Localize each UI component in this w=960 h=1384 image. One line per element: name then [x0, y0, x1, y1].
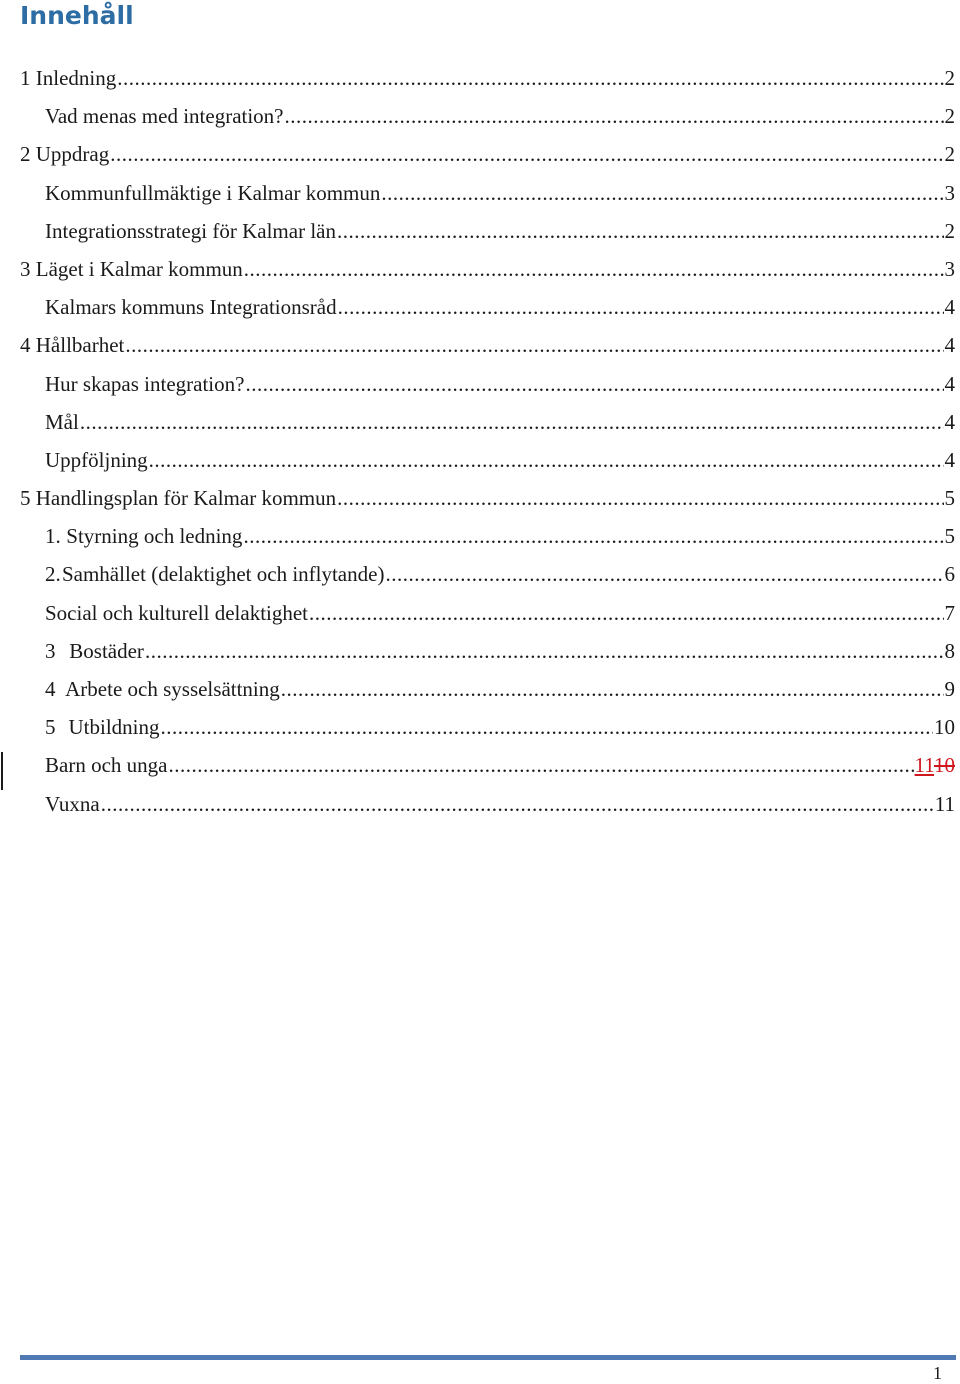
toc-entry-title: Barn och unga [45, 753, 168, 778]
toc-entry-page [915, 746, 955, 784]
toc-dot-leader [110, 135, 943, 173]
toc-entry[interactable] [20, 632, 955, 670]
toc-entry-number: 4 [45, 677, 56, 701]
toc-entry-title: 4 Hållbarhet [20, 333, 125, 358]
toc-dot-leader [285, 97, 944, 135]
toc-entry-page: 8 [944, 638, 955, 663]
toc-entry-page: 4 [944, 409, 955, 434]
toc-entry-page: 3 [944, 256, 955, 281]
toc-dot-leader [243, 517, 943, 555]
toc-entry[interactable] [20, 708, 955, 746]
toc-dot-leader [80, 403, 944, 441]
toc-entry[interactable] [20, 670, 955, 708]
toc-entry[interactable] [20, 250, 955, 288]
toc-dot-leader [145, 632, 944, 670]
toc-dot-leader [281, 670, 944, 708]
toc-entry-page: 10 [934, 715, 955, 740]
toc-entry[interactable] [20, 594, 955, 632]
toc-dot-leader [149, 441, 944, 479]
toc-dot-leader [337, 479, 943, 517]
toc-heading: Innehåll [20, 1, 134, 30]
toc-entry-title: Uppföljning [45, 447, 148, 472]
toc-dot-leader [385, 555, 943, 593]
toc-entry-title: Social och kulturell delaktighet [45, 600, 309, 625]
toc-entry[interactable] [20, 785, 955, 823]
toc-entry[interactable] [20, 365, 955, 403]
toc-entry-title: Arbete och sysselsättning [65, 677, 280, 701]
toc-entry-revised[interactable] [20, 746, 955, 784]
toc-dot-leader [244, 250, 944, 288]
toc-dot-leader [168, 746, 913, 784]
toc-entry-page: 5 [944, 486, 955, 511]
toc-entry[interactable] [20, 174, 955, 212]
toc-dot-leader [161, 708, 934, 746]
page-number: 1 [933, 1363, 942, 1383]
toc-entry-title: Styrning och ledning [66, 524, 243, 549]
toc-dot-leader [338, 288, 944, 326]
toc-entry-number: 1. [45, 524, 61, 549]
toc-entry[interactable] [20, 517, 955, 555]
toc-dot-leader [381, 174, 943, 212]
toc-entry-page: 7 [944, 600, 955, 625]
toc-entry-title: 3 Läget i Kalmar kommun [20, 256, 243, 281]
toc-entry-title: Vad menas med integration? [45, 104, 284, 129]
toc-dot-leader [337, 212, 944, 250]
toc-entry[interactable] [20, 288, 955, 326]
toc-entry-page: 2 [944, 142, 955, 167]
toc-entry[interactable] [20, 479, 955, 517]
toc-entry[interactable] [20, 135, 955, 173]
toc-entry[interactable] [20, 403, 955, 441]
toc-entry[interactable] [20, 212, 955, 250]
footer-rule [20, 1355, 956, 1360]
toc-entry-page: 5 [944, 524, 955, 549]
toc-entry-title: Kalmars kommuns Integrationsråd [45, 295, 337, 320]
toc-entry-number: 5 [45, 715, 56, 740]
toc-entry-title: Integrationsstrategi för Kalmar län [45, 218, 336, 243]
toc-entry[interactable] [20, 441, 955, 479]
toc-entry-page: 6 [944, 562, 955, 587]
toc-entry[interactable] [20, 97, 955, 135]
toc-entry-title: 2 Uppdrag [20, 142, 110, 167]
toc-entry-title: 5 Handlingsplan för Kalmar kommun [20, 486, 337, 511]
toc-dot-leader [101, 785, 934, 823]
deleted-page-number: 10 [934, 753, 955, 778]
toc-entry-title: Mål [45, 409, 79, 434]
toc-entry-title: Vuxna [45, 791, 100, 816]
toc-entry[interactable] [20, 326, 955, 364]
toc-entry-page: 4 [944, 371, 955, 396]
toc-entry-page: 3 [944, 180, 955, 205]
toc-entry-number: 2. [45, 562, 61, 587]
toc-dot-leader [125, 326, 943, 364]
toc-entry-title: Utbildning [68, 715, 160, 740]
toc-entry-page: 11 [934, 791, 955, 816]
toc-entry-title: Samhället (delaktighet och inflytande) [61, 562, 385, 587]
toc-entry[interactable] [20, 59, 955, 97]
toc-dot-leader [309, 594, 943, 632]
toc-entry-page: 2 [944, 66, 955, 90]
toc-entry-title: Hur skapas integration? [45, 371, 245, 396]
toc-entry-page: 2 [944, 104, 955, 129]
toc-entry-number: 3 [45, 638, 56, 663]
toc-entry[interactable] [20, 555, 955, 593]
toc-dot-leader [245, 365, 943, 403]
toc-dot-leader [117, 59, 943, 97]
toc-entry-page: 9 [944, 677, 955, 701]
revision-change-bar [1, 752, 3, 790]
toc-entry-title: Bostäder [69, 638, 144, 663]
toc-entry-title: Kommunfullmäktige i Kalmar kommun [45, 180, 381, 205]
toc-entry-page: 4 [944, 295, 955, 320]
toc-entry-page: 4 [944, 333, 955, 358]
toc-entry-title: 1 Inledning [20, 66, 117, 90]
table-of-contents [20, 59, 955, 823]
inserted-page-number: 11 [914, 753, 934, 778]
toc-entry-page: 4 [944, 447, 955, 472]
toc-entry-page: 2 [944, 218, 955, 243]
